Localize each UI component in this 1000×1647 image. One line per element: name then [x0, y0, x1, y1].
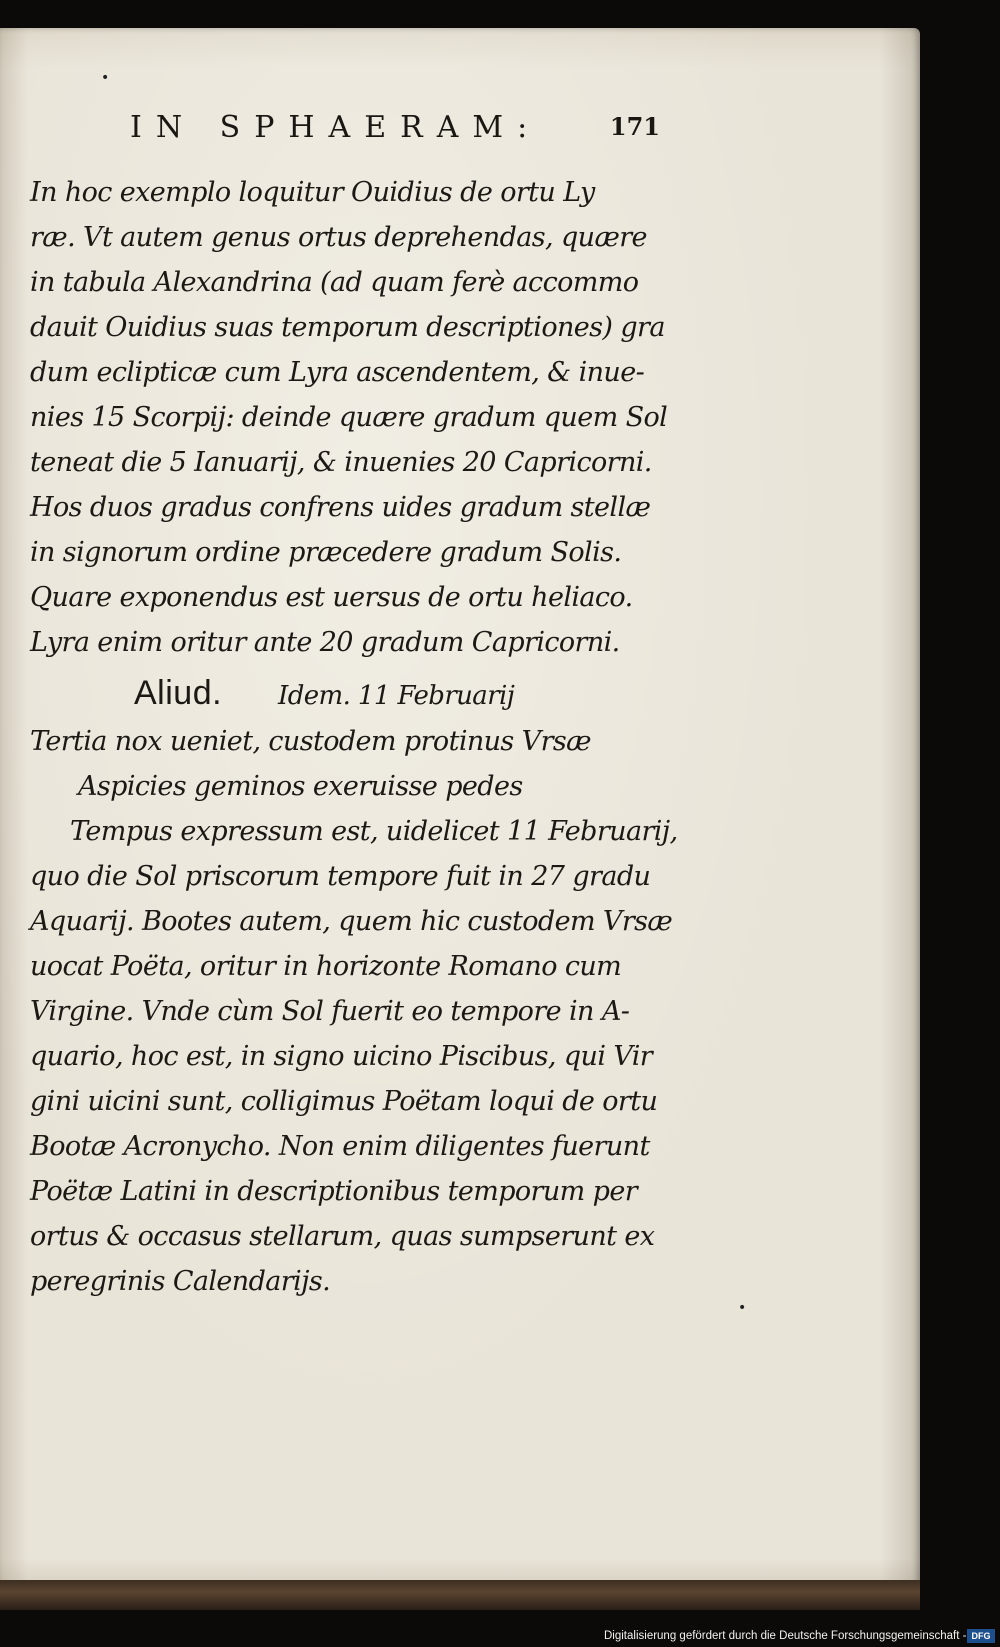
page-header	[130, 110, 660, 150]
text-line: Virgine. Vnde cùm Sol fuerit eo tempore in A-	[30, 996, 630, 1027]
text-line: dauit Ouidius suas temporum descriptiones) gra	[30, 312, 665, 343]
digitization-credit: Digitalisierung gefördert durch die Deutsche Forschungsgemeinschaft -	[604, 1630, 967, 1642]
verse-quotation	[30, 719, 670, 809]
text-line: Aquarij. Bootes autem, quem hic custodem Vrsæ	[30, 906, 673, 937]
page-edge	[0, 1580, 920, 1610]
text-line: ortus & occasus stellarum, quas sumpserunt ex	[30, 1221, 655, 1252]
running-title: IN SPHAERAM:	[130, 110, 542, 145]
text-line: gini uicini sunt, colligimus Poëtam loqui de ortu	[30, 1086, 658, 1117]
paragraph-bootes	[30, 809, 678, 1304]
text-line: ræ. Vt autem genus ortus deprehendas, quære	[30, 222, 647, 253]
paragraph-ovid-lyra	[30, 170, 670, 665]
text-line: In hoc exemplo loquitur Ouidius de ortu Ly	[30, 177, 595, 208]
text-line: uocat Poëta, oritur in horizonte Romano cum	[30, 951, 622, 982]
text-line: peregrinis Calendarijs.	[30, 1266, 331, 1297]
text-line: Quare exponendus est uersus de ortu heliaco.	[30, 582, 633, 613]
verse-line: Aspicies geminos exeruisse pedes	[78, 771, 523, 802]
heading-reference: Idem. 11 Februarij	[278, 681, 515, 711]
text-line: Hos duos gradus confrens uides gradum stellæ	[30, 492, 651, 523]
text-line: quario, hoc est, in signo uicino Piscibus, qui Vir	[30, 1041, 653, 1072]
text-line: quo die Sol priscorum tempore fuit in 27 gradu	[30, 861, 651, 892]
section-heading	[30, 667, 670, 719]
heading-word: Aliud.	[134, 674, 223, 712]
page-number: 171	[609, 112, 660, 141]
text-line: in signorum ordine præcedere gradum Solis.	[30, 537, 622, 568]
text-line: nies 15 Scorpij: deinde quære gradum quem Sol	[30, 402, 668, 433]
text-line: Lyra enim oritur ante 20 gradum Capricorni.	[30, 627, 620, 658]
text-line: Tempus expressum est, uidelicet 11 Februarij,	[70, 816, 678, 847]
ink-speck: •	[738, 1300, 747, 1316]
ink-speck: •	[101, 70, 110, 86]
text-line: Bootæ Acronycho. Non enim diligentes fuerunt	[30, 1131, 650, 1162]
text-line: dum eclipticæ cum Lyra ascendentem, & inue-	[30, 357, 645, 388]
page-text	[30, 170, 678, 1304]
verse-line: Tertia nox ueniet, custodem protinus Vrsæ	[30, 726, 591, 757]
dfg-logo: DFG	[967, 1629, 995, 1643]
text-line: Poëtæ Latini in descriptionibus temporum per	[30, 1176, 638, 1207]
text-line: teneat die 5 Ianuarij, & inuenies 20 Capricorni.	[30, 447, 652, 478]
text-line: in tabula Alexandrina (ad quam ferè accommo	[30, 267, 639, 298]
